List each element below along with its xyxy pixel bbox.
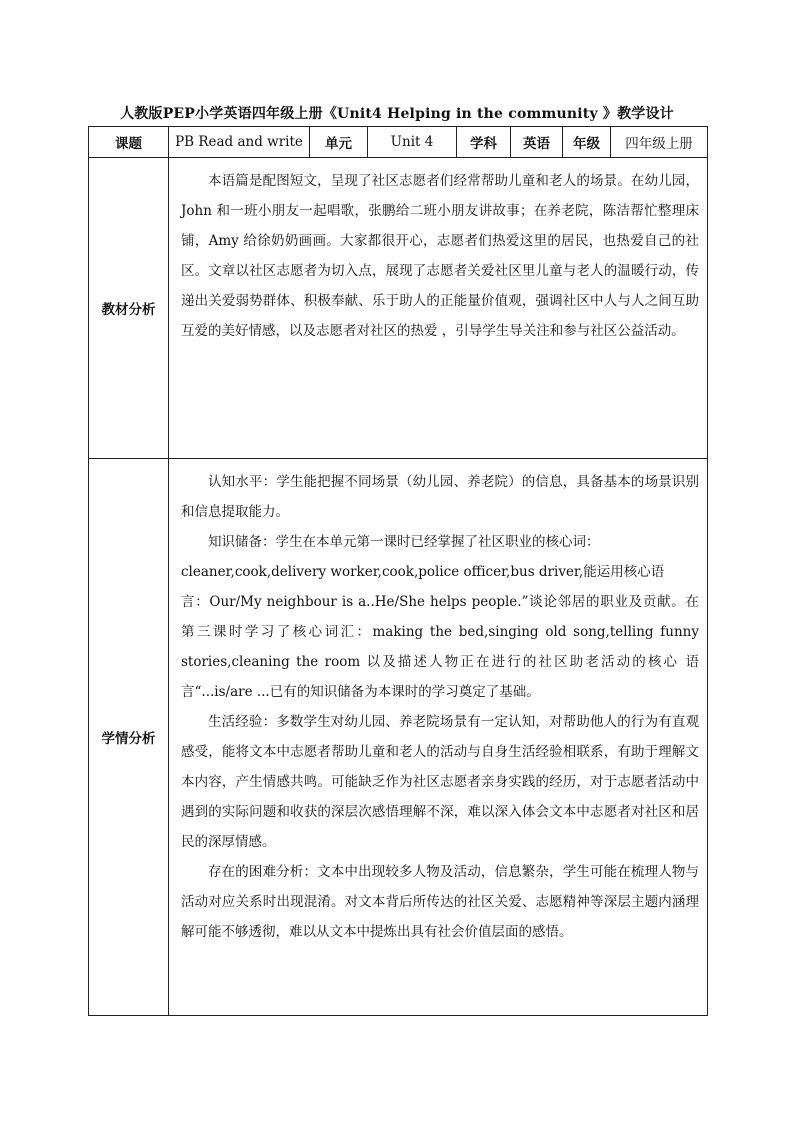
student-paragraph-knowledge-words: cleaner,cook,delivery worker,cook,police officer,bus driver,能运用核心语 xyxy=(181,564,665,580)
student-analysis-label: 学情分析 xyxy=(89,459,169,1016)
student-paragraph-experience: 生活经验：多数学生对幼儿园、养老院场景有一定认知，对帮助他人的行为有直观感受，能将文本中志愿者帮助儿童和老人的活动与自身生活经验相联系，有助于理解文本内容，产生情感共鸣。可能缺乏作为社区志愿者亲身实践的经历，对于志愿者活动中遇到的实际问题和收获的深层次感悟理解不深，难以深入体会文本中志愿者对社区和居民的深厚情感。 xyxy=(181,714,699,850)
subject-label: 学科 xyxy=(457,127,511,158)
student-paragraph-cognition: 认知水平：学生能把握不同场景（幼儿园、养老院）的信息，具备基本的场景识别和信息提取能力。 xyxy=(181,474,699,520)
lesson-plan-table xyxy=(88,126,708,1016)
student-analysis-content xyxy=(169,459,708,1016)
student-analysis-row xyxy=(89,459,708,1016)
student-paragraph-difficulty: 存在的困难分析：文本中出现较多人物及活动，信息繁杂，学生可能在梳理人物与活动对应关系时出现混淆。对文本背后所传达的社区关爱、志愿精神等深层主题内涵理解可能不够透彻，难以从文本中提炼出具有社会价值层面的感悟。 xyxy=(181,864,699,940)
grade-value: 四年级上册 xyxy=(611,127,708,158)
textbook-analysis-row xyxy=(89,158,708,459)
topic-label: 课题 xyxy=(89,127,169,158)
unit-label: 单元 xyxy=(310,127,368,158)
textbook-analysis-label: 教材分析 xyxy=(89,158,169,459)
unit-value: Unit 4 xyxy=(368,127,457,158)
textbook-paragraph: 本语篇是配图短文，呈现了社区志愿者们经常帮助儿童和老人的场景。在幼儿园，John 和一班小朋友一起唱歌，张鹏给二班小朋友讲故事；在养老院，陈洁帮忙整理床铺，Amy 给徐奶奶画画。大家都很开心，志愿者们热爱这里的居民，也热爱自己的社区。文章以社区志愿者为切入点，展现了志愿者关爱社区里儿童与老人的温暖行动，传递出关爱弱势群体、积极奉献、乐于助人的正能量价值观，强调社区中人与人之间互助互爱的美好情感，以及志愿者对社区的热爱 ，引导学生导关注和参与社区公益活动。 xyxy=(181,173,699,339)
topic-value: PB Read and write xyxy=(169,127,310,158)
grade-label: 年级 xyxy=(563,127,611,158)
subject-value: 英语 xyxy=(511,127,563,158)
header-row xyxy=(89,127,708,158)
student-paragraph-knowledge-language: 言：Our/My neighbour is a..He/She helps people.”谈论邻居的职业及贡献。在第三课时学习了核心词汇：making the bed,singing old song,telling funny stories,cleaning the room 以及描述人物正在进行的社区助老活动的核心 语言“...is/are ...已有的知识储备为本课时的学习奠定了基础。 xyxy=(181,594,699,700)
document-title: 人教版PEP小学英语四年级上册《Unit4 Helping in the community 》教学设计 xyxy=(120,106,674,122)
textbook-analysis-content xyxy=(169,158,708,459)
student-paragraph-knowledge: 知识储备：学生在本单元第一课时已经掌握了社区职业的核心词： xyxy=(208,534,600,550)
